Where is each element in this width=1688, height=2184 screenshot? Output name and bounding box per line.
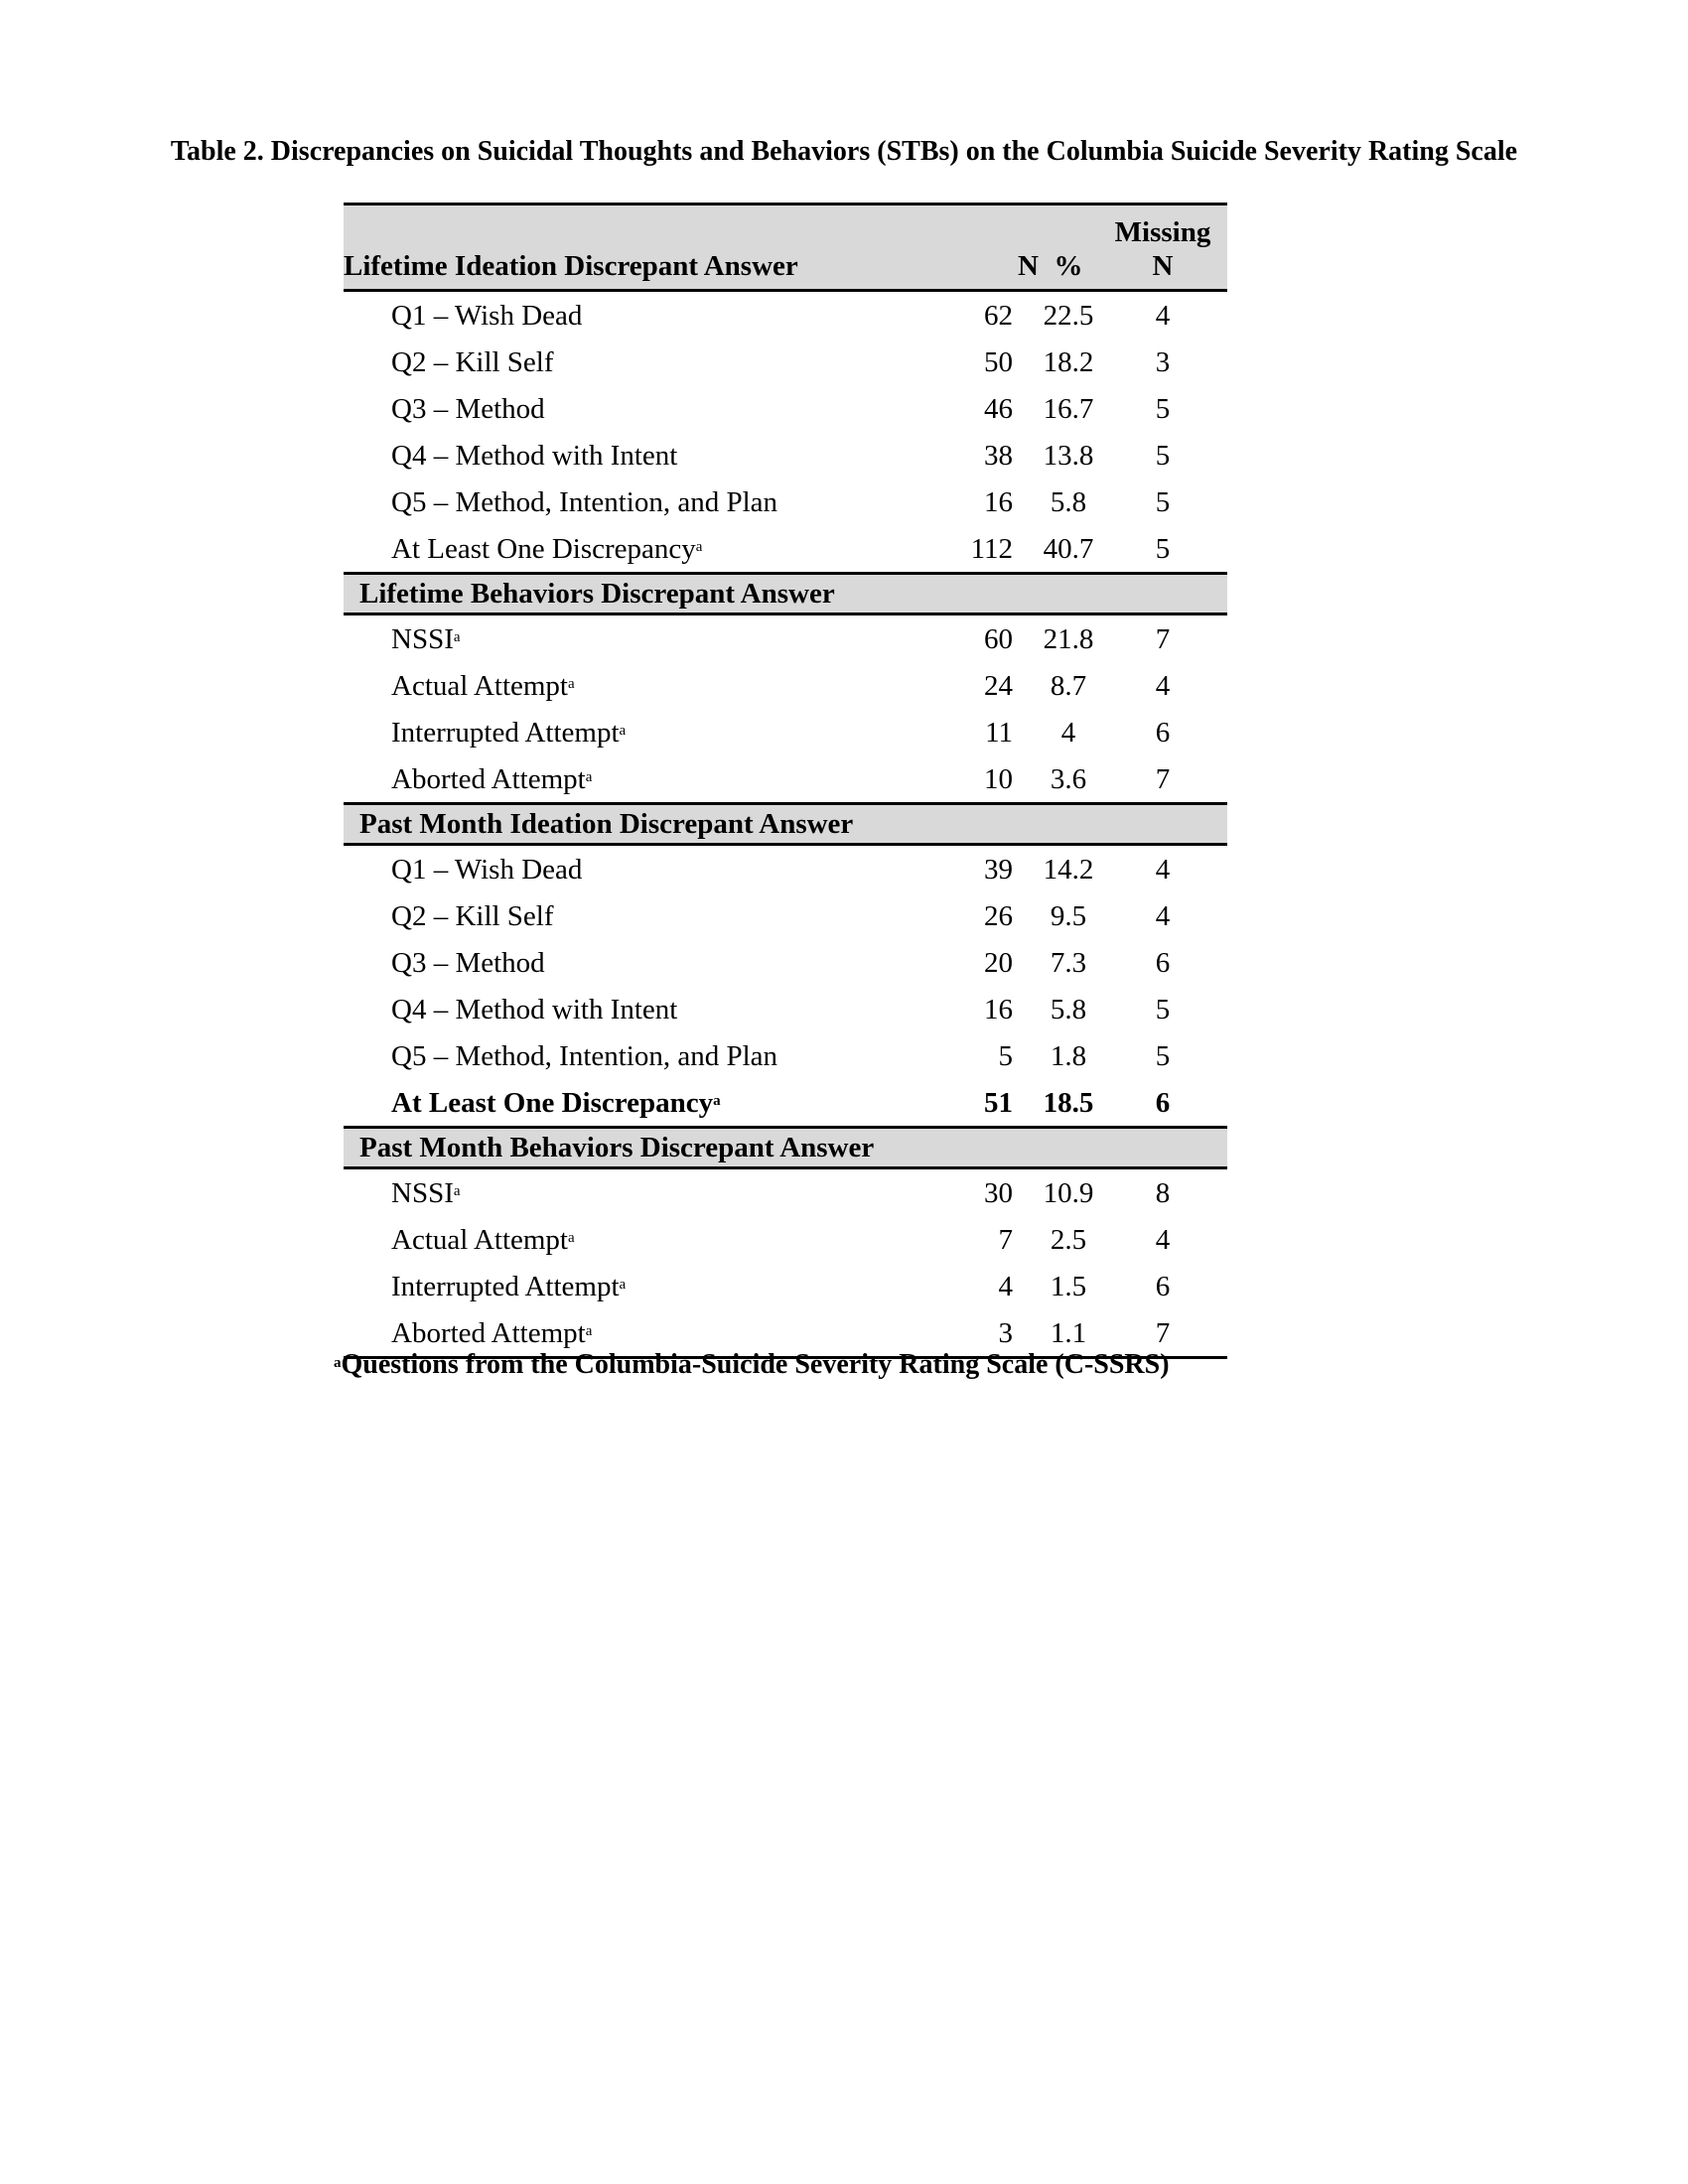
row-label	[344, 385, 929, 432]
table-row	[344, 1168, 1227, 1217]
cell-n: 11	[985, 716, 1013, 749]
footnote-mark: a	[585, 1322, 593, 1339]
row-label-text: Aborted Attempt	[391, 762, 586, 795]
cell-missing: 4	[1155, 299, 1171, 332]
cell-percent: 22.5	[1043, 299, 1094, 332]
cell-n: 16	[984, 993, 1013, 1025]
cell-percent: 18.2	[1043, 345, 1094, 378]
cell-n: 4	[998, 1270, 1013, 1302]
row-label	[344, 525, 929, 574]
footnote-mark: a	[453, 1182, 461, 1199]
cell-n: 24	[984, 669, 1013, 702]
row-label-text: NSSI	[391, 622, 454, 655]
cell-percent: 18.5	[1043, 1086, 1094, 1119]
row-label	[344, 845, 929, 893]
table-row	[344, 385, 1227, 432]
cell-missing: 7	[1155, 622, 1171, 655]
table-row	[344, 1263, 1227, 1309]
section-header-row	[344, 1128, 1227, 1168]
section-header: Lifetime Behaviors Discrepant Answer	[344, 574, 1227, 614]
cell-n: 3	[929, 1309, 1039, 1358]
footnote-mark: a	[453, 628, 461, 645]
row-label	[344, 986, 929, 1032]
cell-percent: 3.6	[1050, 762, 1087, 795]
header-row	[344, 205, 1227, 291]
row-label	[344, 614, 929, 663]
cell-percent: 14.2	[1043, 853, 1094, 886]
footnote-mark: a	[334, 1355, 342, 1371]
table-row	[344, 1216, 1227, 1263]
row-label	[344, 339, 929, 385]
row-label-text: Actual Attempt	[391, 1223, 568, 1256]
cell-missing: 6	[1155, 946, 1171, 979]
table-row	[344, 614, 1227, 663]
footnote-mark: a	[568, 1229, 575, 1246]
row-label	[344, 755, 929, 804]
row-label	[344, 1032, 929, 1079]
row-label-text: Q1 – Wish Dead	[391, 299, 583, 332]
row-label-text: NSSI	[391, 1176, 454, 1209]
row-label-text: Aborted Attempt	[391, 1316, 586, 1349]
cell-missing: 5	[1155, 439, 1171, 472]
cell-missing: 7	[1098, 1309, 1227, 1358]
column-header-missing-line2: N	[1152, 250, 1174, 282]
cell-n: 46	[984, 392, 1013, 425]
cell-missing: 8	[1155, 1176, 1171, 1209]
cell-missing: 5	[1155, 993, 1171, 1025]
row-label-text: Q4 – Method with Intent	[391, 439, 678, 472]
row-label	[344, 939, 929, 986]
cell-percent: 4	[1060, 716, 1076, 749]
column-header-label: Lifetime Ideation Discrepant Answer	[344, 205, 929, 291]
row-label	[344, 1168, 929, 1217]
cell-percent: 8.7	[1050, 669, 1087, 702]
row-label-text: Q4 – Method with Intent	[391, 993, 678, 1025]
cell-missing: 4	[1155, 899, 1171, 932]
footnote-mark: a	[585, 768, 593, 785]
section-header-row	[344, 574, 1227, 614]
cell-n: 16	[984, 485, 1013, 518]
cell-n: 39	[984, 853, 1013, 886]
row-label-text: Actual Attempt	[391, 669, 568, 702]
cell-missing: 5	[1155, 532, 1171, 565]
cell-n: 5	[998, 1039, 1013, 1072]
cell-percent: 21.8	[1043, 622, 1094, 655]
cell-percent: 16.7	[1043, 392, 1094, 425]
cell-missing: 6	[1155, 1086, 1171, 1119]
cell-n: 26	[984, 899, 1013, 932]
table-row	[344, 892, 1227, 939]
cell-n: 7	[998, 1223, 1013, 1256]
row-label-text: Q2 – Kill Self	[391, 345, 554, 378]
table-row	[344, 986, 1227, 1032]
table-row	[344, 755, 1227, 804]
cell-percent: 10.9	[1043, 1176, 1094, 1209]
footnote-mark: a	[619, 1276, 627, 1293]
cell-missing: 4	[1155, 853, 1171, 886]
cell-n: 62	[984, 299, 1013, 332]
cell-missing: 3	[1155, 345, 1171, 378]
cell-missing: 7	[1155, 762, 1171, 795]
cell-n: 10	[984, 762, 1013, 795]
row-label	[344, 1263, 929, 1309]
column-header-n: N	[929, 205, 1039, 291]
section-header: Past Month Ideation Discrepant Answer	[344, 804, 1227, 845]
row-label	[344, 432, 929, 478]
cell-missing: 4	[1155, 1223, 1171, 1256]
discrepancies-table	[344, 203, 1227, 1359]
table-row	[344, 339, 1227, 385]
table-title: Table 2. Discrepancies on Suicidal Thoughts and Behaviors (STBs) on the Columbia Suicide Severity Rating Scale	[170, 136, 1518, 167]
row-label	[344, 892, 929, 939]
column-header-missing-line1: Missing	[1114, 216, 1211, 248]
cell-missing: 6	[1155, 1270, 1171, 1302]
table-row	[344, 1032, 1227, 1079]
cell-percent: 1.8	[1050, 1039, 1087, 1072]
row-label-text: Q5 – Method, Intention, and Plan	[391, 485, 778, 518]
row-label-text: Q1 – Wish Dead	[391, 853, 583, 886]
row-label-text: Q3 – Method	[391, 392, 545, 425]
table-row	[344, 1079, 1227, 1128]
row-label	[344, 1216, 929, 1263]
row-label	[344, 291, 929, 340]
cell-percent: 13.8	[1043, 439, 1094, 472]
cell-percent: 7.3	[1050, 946, 1087, 979]
cell-n: 60	[984, 622, 1013, 655]
cell-missing: 5	[1155, 485, 1171, 518]
cell-n: 51	[984, 1086, 1013, 1119]
footnote-text: Questions from the Columbia-Suicide Severity Rating Scale (C-SSRS)	[341, 1349, 1170, 1380]
table-row	[344, 291, 1227, 340]
cell-n: 112	[970, 532, 1013, 565]
row-label	[344, 478, 929, 525]
footnote-mark: a	[619, 722, 627, 739]
cell-percent: 5.8	[1050, 993, 1087, 1025]
cell-percent: 1.1	[1039, 1309, 1098, 1358]
section-header: Past Month Behaviors Discrepant Answer	[344, 1128, 1227, 1168]
section-header-row	[344, 804, 1227, 845]
row-label-text: At Least One Discrepancy	[391, 532, 696, 565]
row-label	[344, 709, 929, 755]
row-label-text: Q2 – Kill Self	[391, 899, 554, 932]
row-label-text: Interrupted Attempt	[391, 716, 620, 749]
footnote-mark: a	[713, 1092, 721, 1109]
cell-n: 50	[984, 345, 1013, 378]
cell-percent: 2.5	[1050, 1223, 1087, 1256]
column-header-missing	[1098, 205, 1227, 291]
cell-percent: 40.7	[1043, 532, 1094, 565]
table-row	[344, 939, 1227, 986]
cell-n: 30	[984, 1176, 1013, 1209]
footnote-mark: a	[568, 675, 575, 692]
row-label-text: At Least One Discrepancy	[391, 1086, 714, 1119]
cell-missing: 6	[1155, 716, 1171, 749]
row-label-text: Q3 – Method	[391, 946, 545, 979]
row-label	[344, 1079, 929, 1128]
column-header-percent: %	[1039, 205, 1098, 291]
cell-percent: 1.5	[1050, 1270, 1087, 1302]
table-body	[344, 291, 1227, 1358]
table-row	[344, 709, 1227, 755]
row-label-text: Q5 – Method, Intention, and Plan	[391, 1039, 778, 1072]
footnote-mark: a	[695, 538, 703, 555]
cell-missing: 4	[1155, 669, 1171, 702]
cell-missing: 5	[1155, 1039, 1171, 1072]
row-label	[344, 662, 929, 709]
table-header	[344, 205, 1227, 291]
table-row	[344, 845, 1227, 893]
table-footnote	[334, 1348, 1170, 1382]
table-row	[344, 525, 1227, 574]
table-row	[344, 478, 1227, 525]
cell-n: 20	[984, 946, 1013, 979]
row-label-text: Interrupted Attempt	[391, 1270, 620, 1302]
table-row	[344, 662, 1227, 709]
cell-missing: 5	[1155, 392, 1171, 425]
table-row	[344, 432, 1227, 478]
cell-percent: 9.5	[1050, 899, 1087, 932]
cell-percent: 5.8	[1050, 485, 1087, 518]
cell-n: 38	[984, 439, 1013, 472]
